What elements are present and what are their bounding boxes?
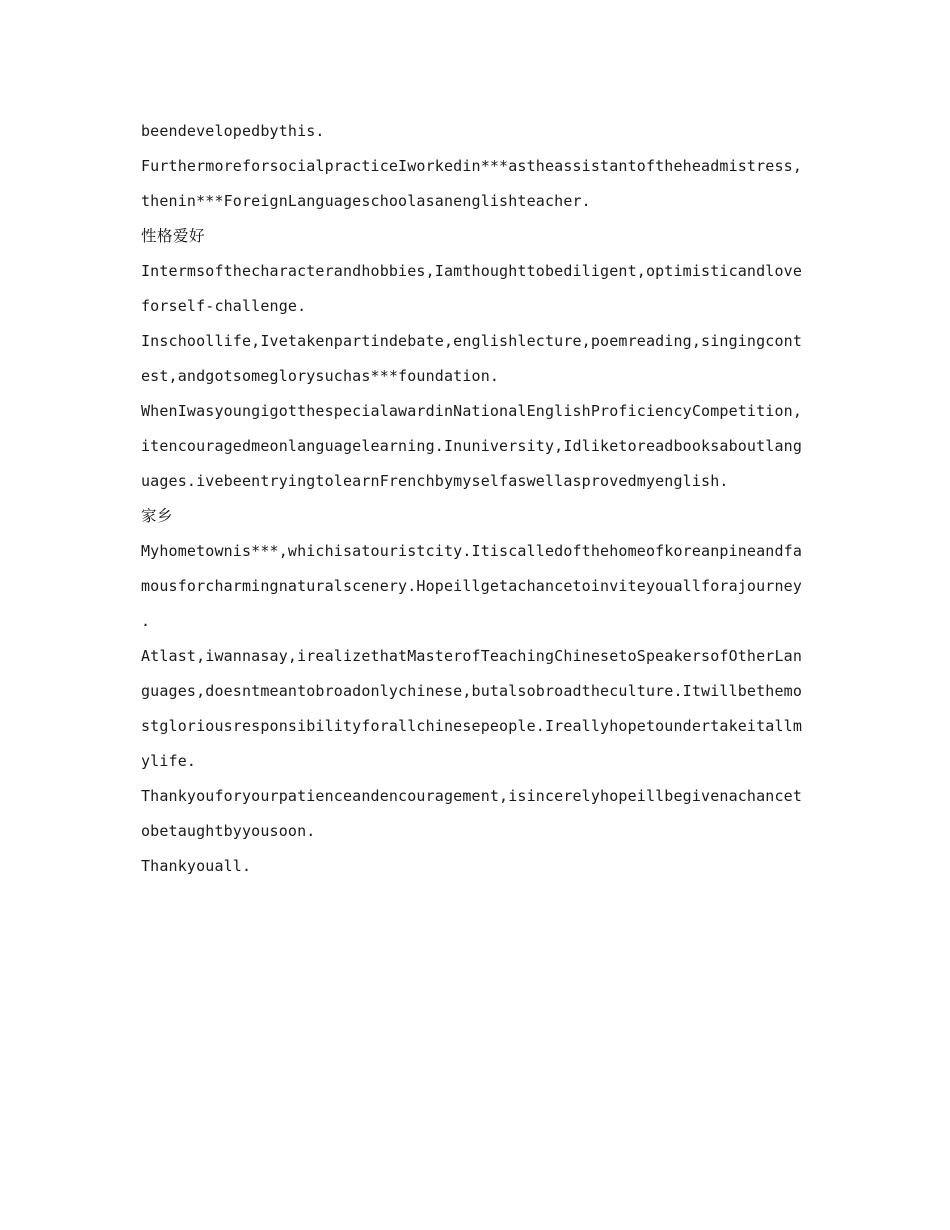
text-line: mousforcharmingnaturalscenery.Hopeillgetachancetoinviteyouallforajourney: [141, 577, 803, 595]
text-line: Thankyouforyourpatienceandencouragement,isincerelyhopeillbegivenachancet: [141, 787, 803, 805]
document-page: [141, 114, 813, 884]
text-line: beendevelopedbythis.: [141, 122, 325, 140]
text-line: est,andgotsomeglorysuchas***foundation.: [141, 367, 500, 385]
text-line: FurthermoreforsocialpracticeIworkedin***astheassistantoftheheadmistress,: [141, 157, 803, 175]
text-line: thenin***ForeignLanguageschoolasanenglishteacher.: [141, 192, 591, 210]
text-line: Atlast,iwannasay,irealizethatMasterofTeachingChinesetoSpeakersofOtherLan: [141, 647, 803, 665]
text-line: Inschoollife,Ivetakenpartindebate,englishlecture,poemreading,singingcont: [141, 332, 803, 350]
text-line: stgloriousresponsibilityforallchinesepeople.Ireallyhopetoundertakeitallm: [141, 717, 803, 735]
text-line: uages.ivebeentryingtolearnFrenchbymyselfaswellasprovedmyenglish.: [141, 472, 729, 490]
text-line: WhenIwasyoungigotthespecialawardinNationalEnglishProficiencyCompetition,: [141, 402, 803, 420]
section-heading-personality: 性格爱好: [141, 227, 206, 245]
section-heading-hometown: 家乡: [141, 507, 174, 525]
text-line: .: [141, 612, 151, 630]
text-line: Intermsofthecharacterandhobbies,Iamthoughttobediligent,optimisticandlove: [141, 262, 803, 280]
text-line: guages,doesntmeantobroadonlychinese,butalsobroadtheculture.Itwillbethemo: [141, 682, 803, 700]
text-line: forself-challenge.: [141, 297, 307, 315]
text-line: obetaughtbyyousoon.: [141, 822, 316, 840]
text-line: ylife.: [141, 752, 197, 770]
text-line: Myhometownis***,whichisatouristcity.Itiscalledofthehomeofkoreanpineandfa: [141, 542, 803, 560]
text-line: itencouragedmeonlanguagelearning.Inuniversity,Idliketoreadbooksaboutlang: [141, 437, 803, 455]
text-line: Thankyouall.: [141, 857, 252, 875]
